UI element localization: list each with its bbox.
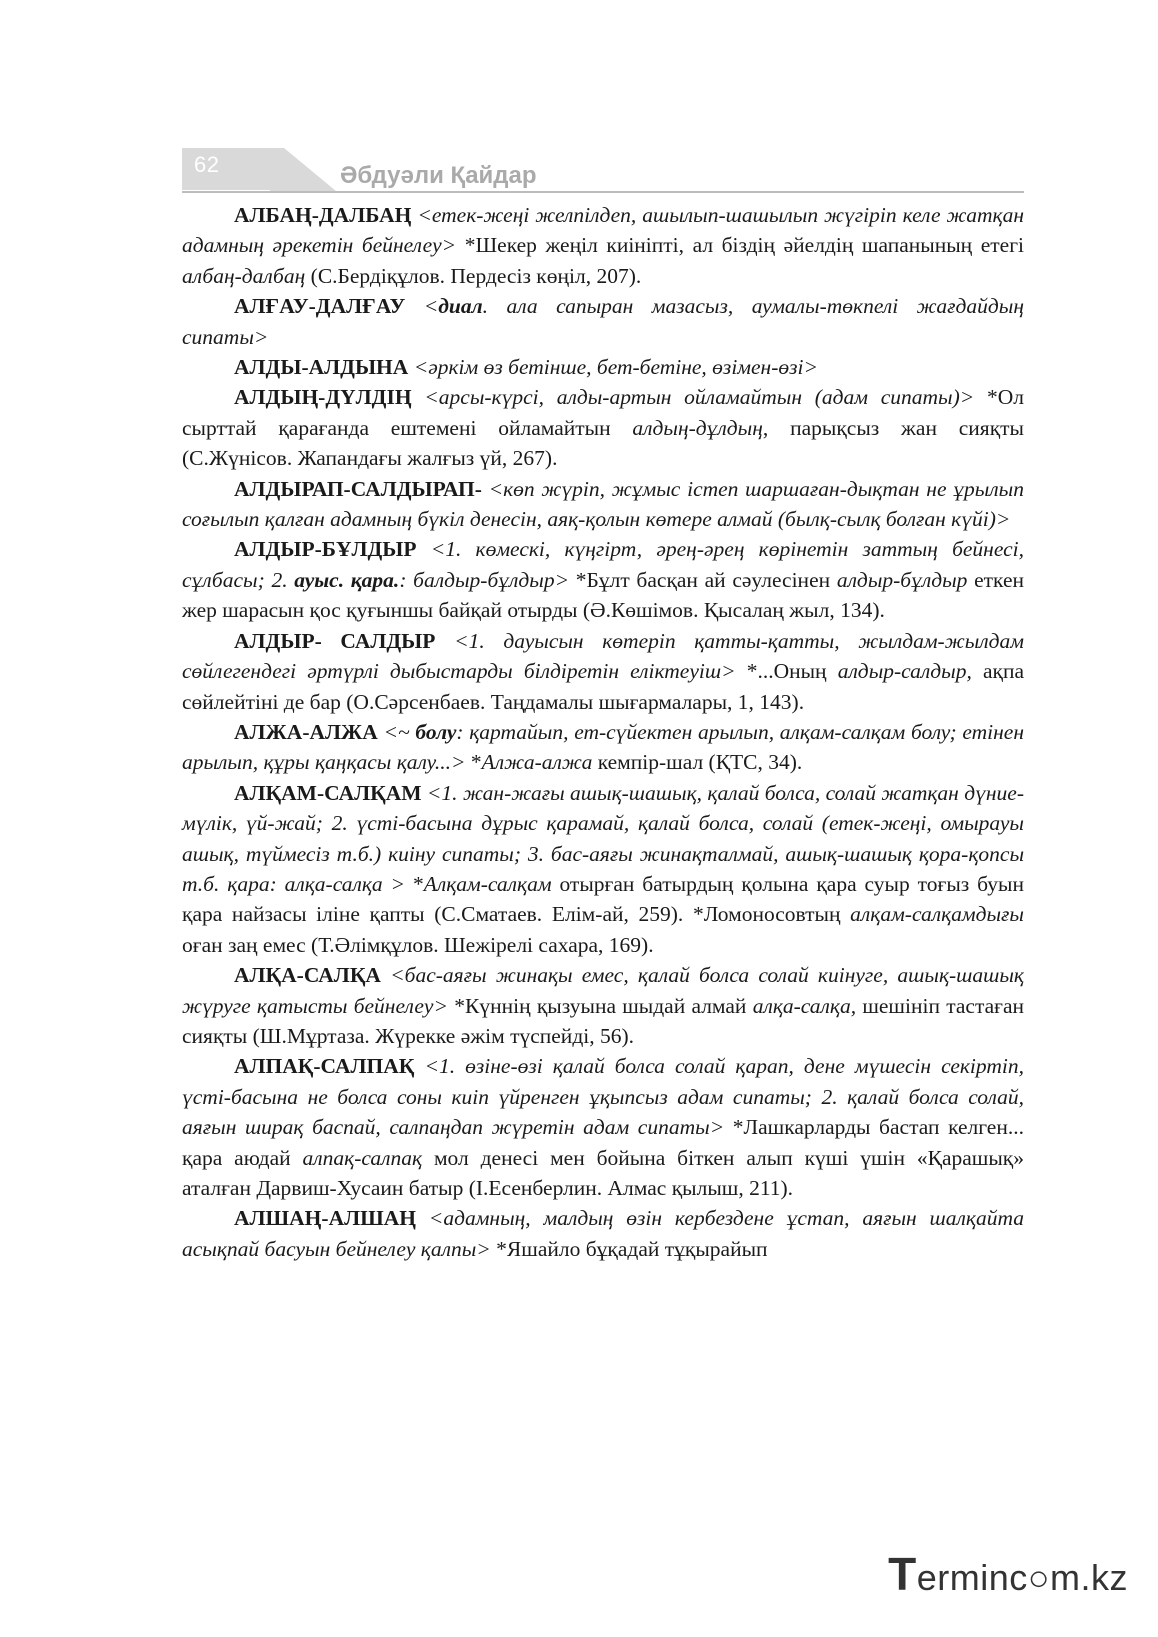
watermark-suffix: m.kz xyxy=(1050,1557,1128,1598)
header-rule xyxy=(182,191,1024,193)
definition: . ала сапыран мазасыз, аумалы-төкпелі жағдайдың сипаты> xyxy=(182,294,1024,349)
example-source: ақпа сөйлейтіні де бар (О.Сәрсенбаев. Таңдамалы шығармалары, 1, 143). xyxy=(182,659,1024,714)
example: *Шекер жеңіл киініпті, ал біздің әйелдің шапанының етегі xyxy=(456,233,1025,258)
entry xyxy=(182,352,1024,382)
definition: <бас-аяғы жинақы емес, қалай болса солай киінуге, ашық-шашық жүруге қатысты бейнелеу> xyxy=(182,963,1024,1018)
definition: <арсы-күрсі, алды-артын ойламайтын (адам сипаты)> xyxy=(411,385,975,410)
example-term: алпақ-салпақ xyxy=(302,1145,423,1170)
watermark-o: ○ xyxy=(1027,1557,1050,1598)
headword: АЛПАҚ-САЛПАҚ xyxy=(234,1054,415,1079)
header-slope-decoration xyxy=(270,148,340,191)
definition: <әркім өз бетінше, бет-бетіне, өзімен-өзі> xyxy=(408,355,818,380)
example-term: алдыр-салдыр, xyxy=(837,659,972,684)
example-term: Алжа-алжа xyxy=(481,750,593,775)
entry xyxy=(182,626,1024,717)
running-head-author: Әбдуәли Қайдар xyxy=(340,162,537,189)
definition: : қартайып, ет-сүйектен арылып, алқам-салқам болу; етінен арылып, құры қаңқасы қалу...> xyxy=(182,719,1025,775)
example-source: кемпір-шал (ҚТС, 34). xyxy=(592,750,803,775)
definition: <адамның, малдың өзін кербездене ұстап, аяғын шалқайта асықпай басуын бейнелеу қалпы> xyxy=(182,1206,1024,1261)
page-header xyxy=(182,148,1024,196)
headword: АЛДЫР-БҰЛДЫР xyxy=(234,537,417,562)
headword: АЛБАҢ-ДАЛБАҢ xyxy=(234,203,412,227)
entry xyxy=(182,291,1024,352)
definition: <1. өзіне-өзі қалай болса солай қарап, дене мүшесін секіртіп, үсті-басына не болса соны киіп үйренген ұқыпсыз адам сипаты; 2. қалай болса солай, аяғын ширақ баспай, салпаңдап жүретін адам сипаты> xyxy=(182,1054,1024,1140)
headword: АЛДЫ-АЛДЫНА xyxy=(234,355,409,380)
example-term: алдыр-бұлдыр xyxy=(836,567,968,592)
entry xyxy=(182,1203,1024,1264)
example: *Бұлт басқан ай сәулесінен xyxy=(569,567,837,592)
example-source: оған заң емес (Т.Әлімқұлов. Шежірелі сахара, 169). xyxy=(182,932,654,957)
definition: <көп жүріп, жұмыс істеп шаршаған-дықтан не ұрылып соғылып қалған адамның бүкіл денесін, аяқ-қолын көтере алмай (былқ-сылқ болған күйі)> xyxy=(182,476,1024,532)
entry xyxy=(182,534,1024,625)
definition: <1. жан-жағы ашық-шашық, қалай болса, солай жатқан дүние-мүлік, үй-жай; 2. үсті-басына дұрыс қарамай, қалай болса, солай (етек-жеңі, омырауы ашық, түймесіз т.б.) киіну сипаты; 3. бас-аяғы жинақталмай, ашық-шашық қора-қопсы т.б. қара: алқа-салқа > xyxy=(182,780,1024,896)
example-source: мол денесі мен бойына біткен алып күші үшін «Қарашық» аталған Дарвиш-Хусаин батыр (І.Есенберлин. Алмас қылыш, 211). xyxy=(182,1145,1024,1200)
headword: АЛЖА-АЛЖА xyxy=(234,719,378,744)
example: *Күннің қызуына шыдай алмай xyxy=(448,993,753,1018)
definition: <~ xyxy=(377,719,416,744)
headword: АЛДЫРАП-САЛДЫРАП- xyxy=(234,476,482,501)
entry xyxy=(182,1051,1024,1203)
example-source: (С.Бердіқұлов. Пердесіз көңіл, 207). xyxy=(305,263,642,288)
example: *Ол сырттай қарағанда ештемені ойламайтын xyxy=(182,385,1024,440)
entry xyxy=(182,960,1024,1051)
example-term: алқам-салқамдығы xyxy=(850,902,1024,927)
example-term: Алқам-салқам xyxy=(423,871,552,896)
entry xyxy=(182,717,1024,778)
headword: АЛҚАМ-САЛҚАМ xyxy=(234,780,422,805)
definition: < xyxy=(405,294,439,319)
example-term: алдың-дұлдың xyxy=(632,415,763,440)
dictionary-entries xyxy=(182,200,1024,1264)
watermark-text: erminc xyxy=(916,1557,1028,1598)
example-term: албаң-далбаң xyxy=(182,263,306,288)
example-term: алқа-салқа, xyxy=(752,993,857,1018)
watermark-logo xyxy=(888,1547,1128,1601)
definition: <1. дауысын көтеріп қатты-қатты, жылдам-жылдам сөйлегендегі әртүрлі дыбыстарды білдіретін еліктеуіш> xyxy=(182,628,1024,684)
definition: <1. көмескі, күңгірт, әрең-әрең көрінетін заттың бейнесі, сұлбасы; 2. xyxy=(182,537,1024,592)
example: * xyxy=(405,871,424,896)
example-source: еткен жер шарасын қос қуғыншы байқай отырды (Ә.Көшімов. Қысалаң жыл, 134). xyxy=(182,567,1025,623)
entry xyxy=(182,382,1024,473)
entry xyxy=(182,200,1024,291)
watermark-initial: T xyxy=(888,1548,917,1600)
entry xyxy=(182,778,1024,960)
example-source: шешініп тастаған сияқты (Ш.Мұртаза. Жүрекке әжім түспейді, 56). xyxy=(182,993,1025,1048)
page-number-tab xyxy=(182,148,272,190)
page-number: 62 xyxy=(194,152,220,177)
example-source: , парықсыз жан сияқты (С.Жүнісов. Жапандағы жалғыз үй, 267). xyxy=(182,415,1024,471)
example: *...Оның xyxy=(735,659,838,684)
headword: АЛҚА-САЛҚА xyxy=(234,963,381,988)
grammar-note: ауыс. қара. xyxy=(294,567,400,592)
headword: АЛҒАУ-ДАЛҒАУ xyxy=(234,294,406,319)
headword: АЛШАҢ-АЛШАҢ xyxy=(234,1206,416,1231)
example: *Яшайло бұқадай тұқырайып xyxy=(490,1236,768,1261)
headword: АЛДЫР- САЛДЫР xyxy=(234,628,436,653)
definition: <етек-жеңі желпілдеп, ашылып-шашылып жүгіріп келе жатқан адамның әрекетін бейнелеу> xyxy=(182,203,1024,258)
definition: : балдыр-бұлдыр> xyxy=(399,567,570,592)
example: *Лашкарларды бастап келген... қара аюдай xyxy=(182,1115,1024,1170)
example-source: отырған батырдың қолына қара суыр тоғыз буын қара найзасы іліне қапты (С.Сматаев. Елім-ай, 259). *Ломоносовтың xyxy=(182,871,1025,927)
grammar-note: диал xyxy=(438,294,483,319)
grammar-note: болу xyxy=(415,719,457,744)
example: * xyxy=(465,750,482,775)
entry xyxy=(182,474,1024,535)
headword: АЛДЫҢ-ДҮЛДІҢ xyxy=(234,385,412,410)
